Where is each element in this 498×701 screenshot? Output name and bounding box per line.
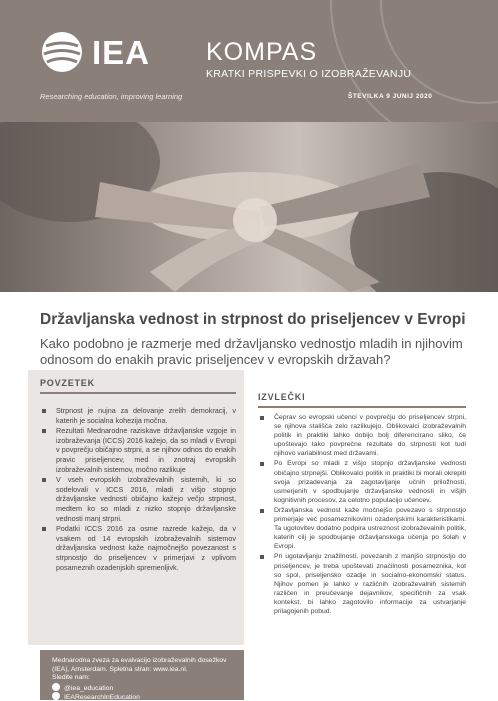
facebook-handle: IEAResearchInEducation <box>64 694 140 701</box>
list-item: Državljanska vednost kaže močnejšo povezavo s strpnostjo primerjaje več posameznikovimi ozadenjskimi karakteristikami. Ta ugotovitev dodatno podpira ustreznost izobraževalnih politik, katerih cilj je spodbujanje državljanskega učenja po šolah v Evropi. <box>258 506 466 551</box>
summary-rule <box>40 392 236 394</box>
follow-label: Sledite nam: <box>52 674 90 681</box>
list-item: V vseh evropskih izobraževalnih sistemih, ki so sodelovali v ICCS 2016, mladi z višjo stopnjo državljanske vednosti običajno kažejo večjo strpnost, medtem ko so mladi z nizko stopnjo državljanske vednosti manj strpni. <box>40 475 236 523</box>
hands-photo <box>0 122 498 292</box>
summary-heading: POVZETEK <box>40 378 95 388</box>
list-item: Pri ugotavljanju znažilnosti, povezanih z manjšo strpnostjo do priseljencev, je treba upoštevati značilnosti posameznika, kot so spol, priseljensko ozadje in socialno-ekonomski status. Njihov pomen je lahko v različnih izobraževalnih sistemih različen in preučevanje dejavnikov, specifičnih za vsak kontekst, bi lahko zagotovilo informacije za ustvarjanje prilagojenih pobud. <box>258 552 466 616</box>
publication-subtitle: KRATKI PRISPEVKI O IZOBRAŽEVANJU <box>206 68 412 80</box>
globe-logo-icon <box>40 30 84 74</box>
list-item: Podatki ICCS 2016 za osme razrede kažejo, da v vsakem od 14 evropskih izobraževalnih sistemov državljanska vednost kaže najmočnejšo povezanost s strpnostjo do priseljencev v primerjavi z vplivom posameznih ozadenjskih spremenljivk. <box>40 524 236 572</box>
tagline: Researching education, improving learning <box>40 92 183 101</box>
twitter-handle: @iea_education <box>64 685 114 692</box>
list-item: Rezultati Mednarodne raziskave državljanske vzgoje in izobraževanja (ICCS) 2016 kažejo, da so mladi v Evropi v povprečju običajno strpni, a se njihov odnos do enakih pravic priseljencev, med in znotraj evropskih izobraževalnih sistemov, močno razlikuje <box>40 426 236 474</box>
footer-text: Mednarodna zveza za evalvacijo izobraževalnih dosežkov (IEA), Amsterdam. Spletna stran: www.iea.nl. <box>52 657 227 673</box>
issue-label: ŠTEVILKA 9 JUNIJ 2020 <box>348 93 433 100</box>
iea-logo-text: IEA <box>92 34 151 71</box>
summary-list <box>40 406 236 573</box>
facebook-icon <box>52 692 60 700</box>
highlights-heading: IZVLEČKI <box>258 392 306 402</box>
list-item: Po Evropi so mladi z višjo stopnjo državljanske vednosti običajno strpnejši. Oblikovalci politik in praktiki bi morali okrepiti svoja prizadevanja za zagotavljanje učnih priložnosti, usmerjenih v spodbujanje državljanske vednosti in višjih kognitivnih procesov, za celotno populacijo učencev. <box>258 459 466 504</box>
highlights-rule <box>258 406 466 408</box>
header-banner <box>0 0 498 122</box>
article-lead: Kako podobno je razmerje med državljansko vednostjo mladih in njihovim odnosom do enakih pravic priseljencev v evropskih državah? <box>40 336 463 367</box>
twitter-link[interactable] <box>52 683 113 692</box>
article-title: Državljanska vednost in strpnost do priseljencev v Evropi <box>40 311 466 328</box>
list-item: Čeprav so evropski učenci v povprečju do priseljencev strpni, se njihova stališča zelo razlikujejo. Oblikovalci izobraževalnih politik in praktiki lahko dobijo bolj diferencirano sliko, če upoštevajo tako povprečne rezultate do strpnosti kot tudi njihovo variabilnost med državami. <box>258 413 466 458</box>
twitter-icon <box>52 683 60 691</box>
highlights-list <box>258 413 466 617</box>
list-item: Strpnost je nujna za delovanje zrelih demokracij, v katerih je socialna kohezija močna. <box>40 406 236 425</box>
publication-title: KOMPAS <box>206 38 318 66</box>
